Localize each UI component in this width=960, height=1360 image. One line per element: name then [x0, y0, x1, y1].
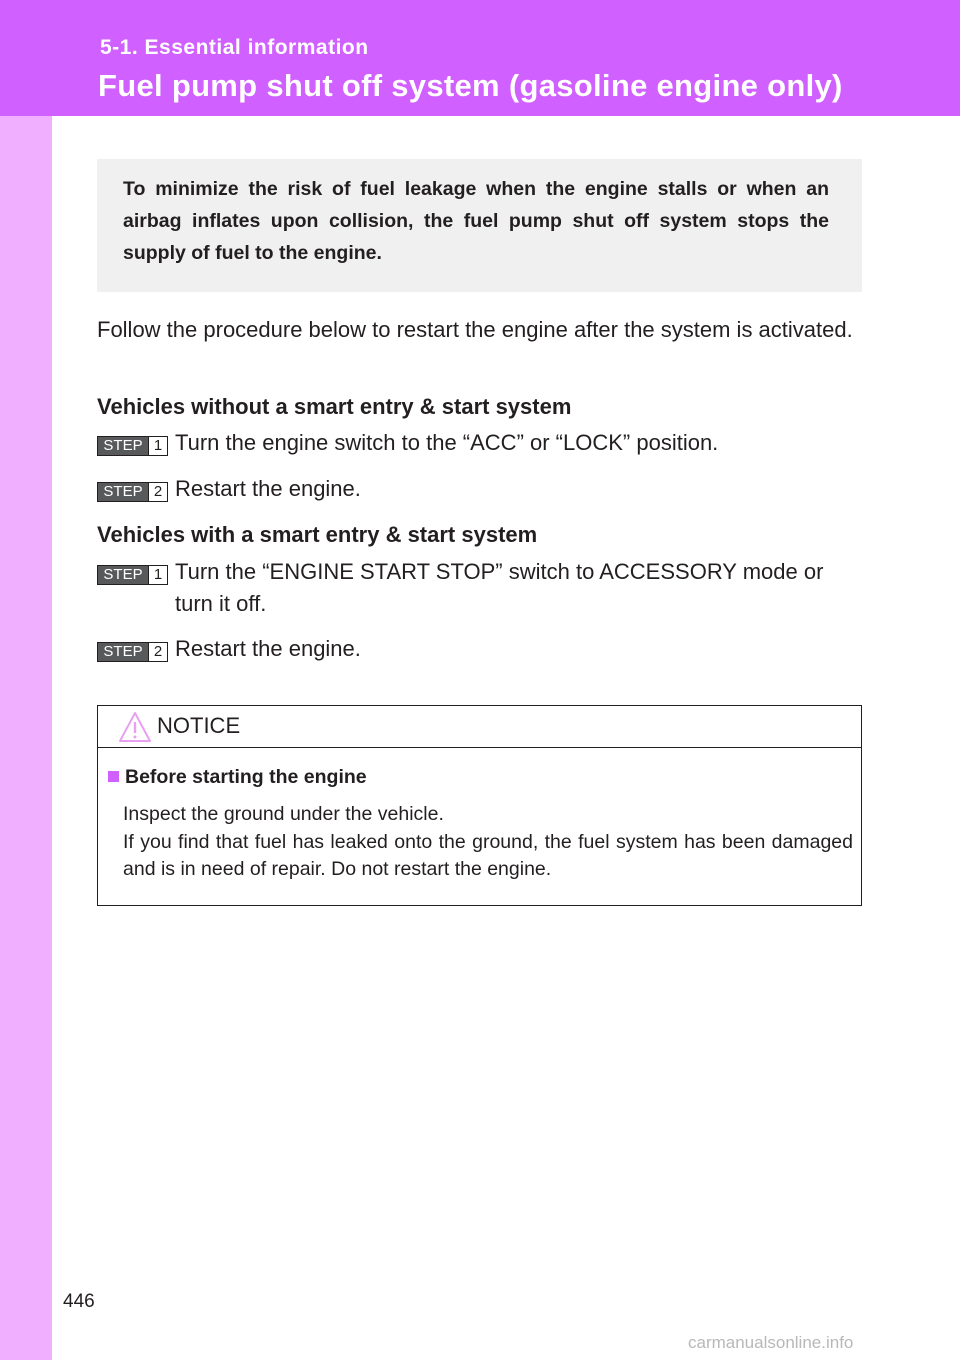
- left-margin-strip: [0, 0, 52, 1360]
- step-item: [97, 427, 862, 459]
- step-item: [97, 556, 862, 616]
- notice-subheading-text: Before starting the engine: [125, 766, 367, 788]
- warning-triangle-icon: [118, 711, 152, 743]
- step-badge: [97, 642, 168, 662]
- notice-box: [97, 705, 862, 906]
- step-badge-label: STEP: [98, 437, 148, 455]
- notice-body: [123, 801, 853, 884]
- section-heading-without-smart-entry: Vehicles without a smart entry & start system: [97, 394, 572, 419]
- watermark: carmanualsonline.info: [688, 1333, 854, 1352]
- step-text: Turn the engine switch to the “ACC” or “LOCK” position.: [175, 430, 719, 455]
- step-badge-number: 2: [148, 483, 167, 501]
- intro-text: To minimize the risk of fuel leakage when the engine stalls or when an airbag inflates upon collision, the fuel pump shut off system stops the supply of fuel to the engine.: [123, 178, 829, 264]
- step-text: Turn the “ENGINE START STOP” switch to ACCESSORY mode or turn it off.: [175, 559, 824, 616]
- step-badge-label: STEP: [98, 483, 148, 501]
- page-header: [0, 0, 960, 116]
- bullet-square-icon: [108, 771, 119, 782]
- notice-subheading: [108, 766, 367, 789]
- step-badge-number: 2: [148, 643, 167, 661]
- notice-title: NOTICE: [157, 713, 241, 738]
- section-label: 5-1. Essential information: [100, 36, 369, 59]
- step-badge: [97, 436, 168, 456]
- section-heading-with-smart-entry: Vehicles with a smart entry & start system: [97, 522, 538, 547]
- notice-line: Inspect the ground under the vehicle.: [123, 803, 444, 825]
- step-badge: [97, 565, 168, 585]
- step-text: Restart the engine.: [175, 476, 361, 501]
- step-badge-number: 1: [148, 437, 167, 455]
- page-number: 446: [63, 1291, 95, 1312]
- step-badge: [97, 482, 168, 502]
- notice-header: [98, 706, 861, 748]
- body-paragraph: Follow the procedure below to restart the engine after the system is activated.: [97, 317, 853, 342]
- step-item: [97, 473, 862, 505]
- step-item: [97, 633, 862, 665]
- page-title: Fuel pump shut off system (gasoline engine only): [98, 68, 843, 103]
- step-badge-label: STEP: [98, 643, 148, 661]
- step-badge-label: STEP: [98, 566, 148, 584]
- step-text: Restart the engine.: [175, 636, 361, 661]
- intro-box: [97, 159, 862, 292]
- notice-line: If you find that fuel has leaked onto the ground, the fuel system has been damaged and is in need of repair. Do not restart the engine.: [123, 830, 853, 880]
- step-badge-number: 1: [148, 566, 167, 584]
